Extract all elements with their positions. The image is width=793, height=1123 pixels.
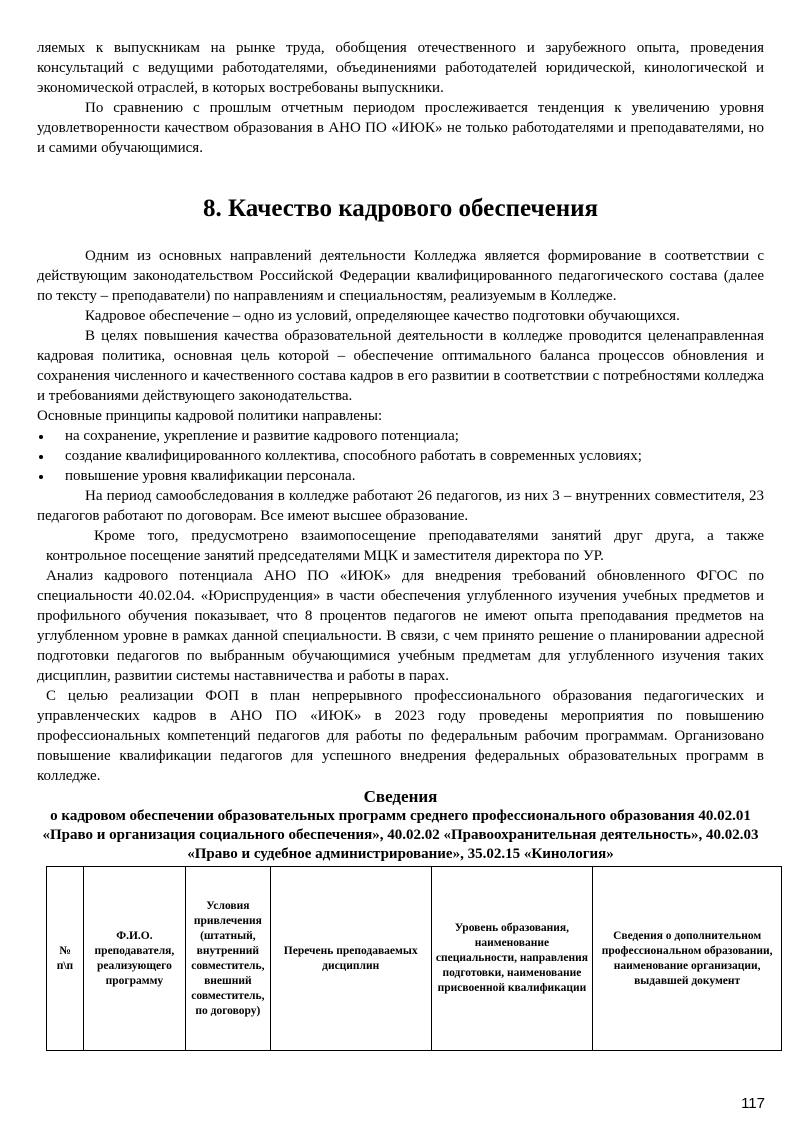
table-header-row (47, 867, 782, 1051)
intro-paragraph-2: По сравнению с прошлым отчетным периодом прослеживается тенденция к увеличению уровня удовлетворенности качеством образования в АНО ПО «ИЮК» не только работодателями и преподавателями, но и самими обучающимися. (37, 100, 764, 156)
header-disciplines: Перечень преподаваемых дисциплин (270, 867, 431, 1051)
section-paragraph-2: Кадровое обеспечение – одно из условий, определяющее качество подготовки обучающихся. (85, 308, 680, 324)
header-education-level: Уровень образования, наименование специальности, направления подготовки, наименование присвоенной квалификации (431, 867, 593, 1051)
document-page (37, 38, 773, 1051)
page-number: 117 (741, 1095, 765, 1112)
header-employment-conditions: Условия привлечения (штатный, внутренний совместитель, внешний совместитель, по договору) (185, 867, 270, 1051)
header-number: № п\п (47, 867, 84, 1051)
header-teacher-name: Ф.И.О. преподавателя, реализующего программу (83, 867, 185, 1051)
staff-table (46, 866, 782, 1051)
section-paragraph-6: Анализ кадрового потенциала АНО ПО «ИЮК» для внедрения требований обновленного ФГОС по специальности 40.02.04. «Юриспруденция» в части обеспечения углубленного изучения учебных предметов и профильного обучения показывает, что 8 процентов педагогов не имеют опыта преподавания предметов на углубленном уровне в рамках данной специальности. В связи, с чем принято решение о планировании адресной подготовки педагогов по выбранным обучающимися учебным предметам для углубленного изучения таких дисциплин, развитии системы наставничества и работы в парах. (37, 568, 764, 684)
section-heading: 8. Качество кадрового обеспечения (202, 195, 599, 222)
list-item: повышение уровня квалификации персонала. (37, 466, 764, 486)
svedenia-subtitle: о кадровом обеспечении образовательных программ среднего профессионального образования 40.02.01 «Право и организация социального обеспечения», 40.02.02 «Правоохранительная деятельность», 40.02.03 «Право и судебное администрирование», 35.02.15 «Кинология» (42, 808, 759, 862)
section-paragraph-4: На период самообследования в колледже работают 26 педагогов, из них 3 – внутренних совместителя, 23 педагогов работают по договорам. Все имеют высшее образование. (37, 488, 764, 524)
section-paragraph-5: Кроме того, предусмотрено взаимопосещение преподавателями занятий друг друга, а также контрольное посещение занятий председателями МЦК и заместителя директора по УР. (46, 528, 764, 564)
list-item: на сохранение, укрепление и развитие кадрового потенциала; (37, 426, 764, 446)
header-additional-education: Сведения о дополнительном профессиональном образовании, наименование организации, выдавшей документ (593, 867, 782, 1051)
section-paragraph-3: В целях повышения качества образовательной деятельности в колледже проводится целенаправленная кадровая политика, основная цель которой – обеспечение оптимального баланса процессов обновления и сохранения численного и качественного состава кадров в его развитии в соответствии с потребностями колледжа и требованиями действующего законодательства. (37, 328, 764, 404)
intro-paragraph-1: ляемых к выпускникам на рынке труда, обобщения отечественного и зарубежного опыта, проведения консультаций с ведущими работодателями, объединениями работодателей юридической, кинологической и экономической отраслей, в которых востребованы выпускники. (37, 40, 764, 96)
principles-list (37, 426, 764, 486)
section-paragraph-1: Одним из основных направлений деятельности Колледжа является формирование в соответствии с действующим законодательством Российской Федерации квалифицированного педагогического состава (далее по тексту – преподаватели) по направлениям и специальностям, реализуемым в Колледже. (37, 248, 764, 304)
section-paragraph-7: С целью реализации ФОП в план непрерывного профессионального образования педагогических и управленческих кадров в АНО ПО «ИЮК» в 2023 году проведены мероприятия по повышению профессиональных компетенций педагогов для работы по федеральным рабочим программам. Организовано повышение квалификации педагогов для успешного внедрения федеральных образовательных программ в колледже. (37, 688, 764, 784)
list-item: создание квалифицированного коллектива, способного работать в современных условиях; (37, 446, 764, 466)
principles-intro: Основные принципы кадровой политики направлены: (37, 408, 383, 424)
svedenia-title: Сведения (363, 787, 438, 806)
